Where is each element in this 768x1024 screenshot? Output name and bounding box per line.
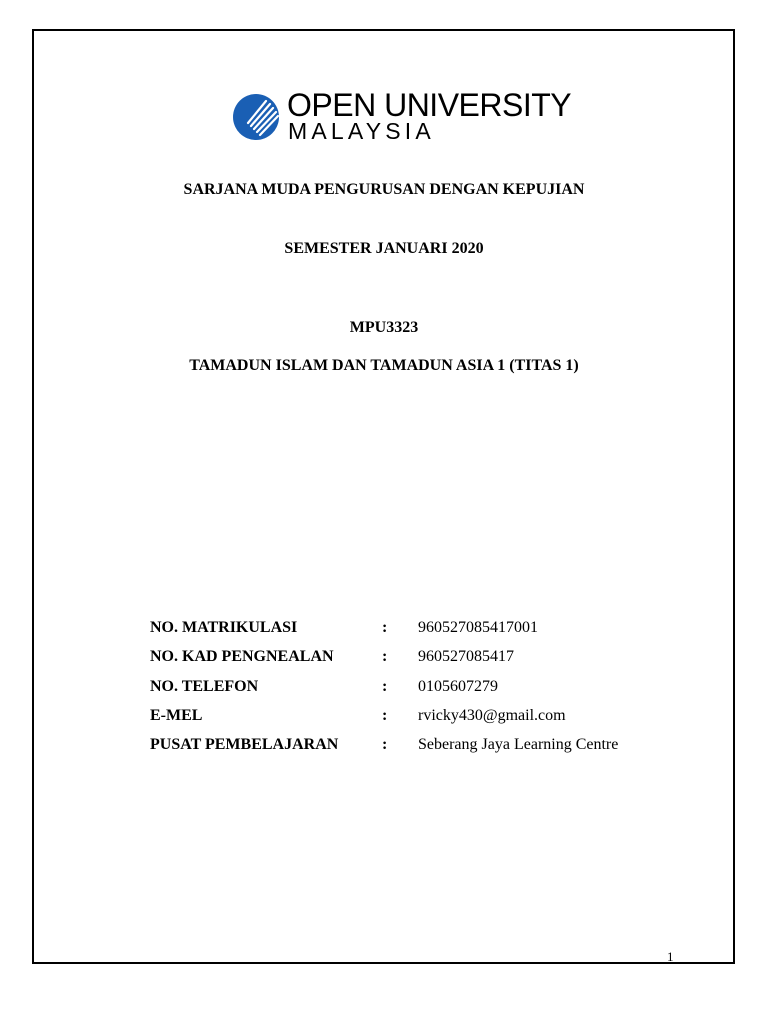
info-label: NO. KAD PENGNEALAN [150, 648, 334, 665]
logo-text-malaysia: MALAYSIA [288, 118, 435, 144]
programme-title: SARJANA MUDA PENGURUSAN DENGAN KEPUJIAN [183, 181, 585, 198]
info-value: 960527085417 [418, 648, 514, 665]
logo-mark-icon [232, 93, 280, 141]
info-value: rvicky430@gmail.com [418, 707, 566, 724]
info-value: 960527085417001 [418, 619, 538, 636]
info-separator: : [382, 648, 388, 665]
info-separator: : [382, 736, 388, 753]
info-separator: : [382, 619, 388, 636]
logo-text-open-university: OPEN UNIVERSITY [287, 87, 572, 123]
info-separator: : [382, 678, 388, 695]
course-title: TAMADUN ISLAM DAN TAMADUN ASIA 1 (TITAS 1) [189, 357, 579, 374]
info-value: Seberang Jaya Learning Centre [418, 736, 619, 753]
page-number: 1 [667, 949, 674, 964]
info-label: NO. MATRIKULASI [150, 619, 298, 636]
info-value: 0105607279 [418, 678, 498, 695]
university-logo [232, 87, 572, 144]
page-border [32, 29, 735, 964]
info-label: E-MEL [150, 707, 203, 724]
course-code: MPU3323 [349, 319, 419, 336]
info-label: PUSAT PEMBELAJARAN [150, 736, 339, 753]
info-label: NO. TELEFON [150, 678, 259, 695]
info-separator: : [382, 707, 388, 724]
semester-title: SEMESTER JANUARI 2020 [284, 240, 484, 257]
